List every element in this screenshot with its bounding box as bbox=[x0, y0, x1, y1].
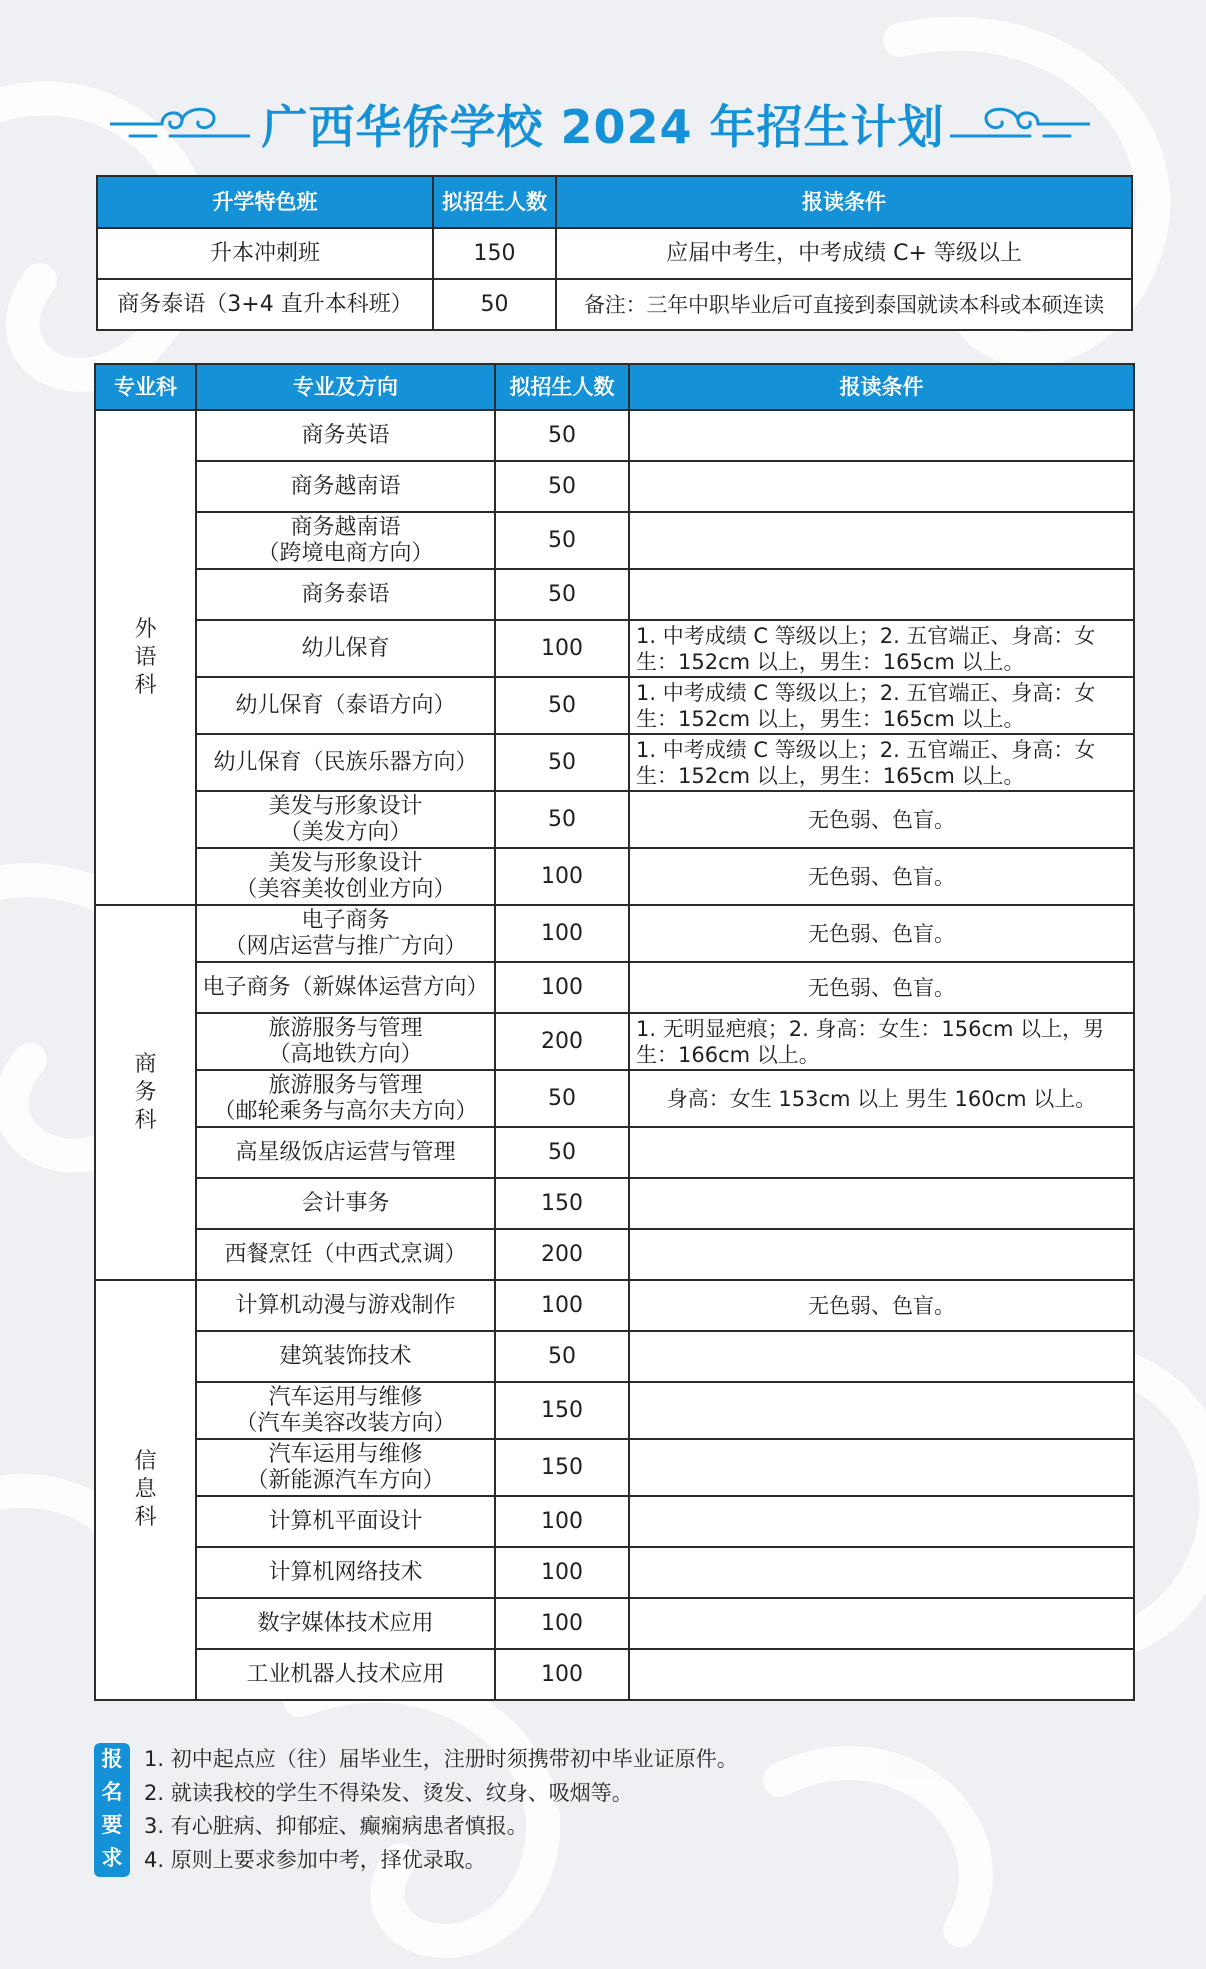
condition-cell: 1. 中考成绩 C 等级以上；2. 五官端正、身高：女生：152cm 以上，男生：165cm 以上。 bbox=[629, 677, 1134, 734]
count-cell: 50 bbox=[495, 677, 629, 734]
table-header-row bbox=[97, 176, 1132, 228]
major-cell: 计算机动漫与游戏制作 bbox=[196, 1280, 495, 1331]
condition-cell: 无色弱、色盲。 bbox=[629, 962, 1134, 1013]
major-cell: 电子商务（新媒体运营方向） bbox=[196, 962, 495, 1013]
column-header: 专业科 bbox=[95, 364, 196, 410]
major-cell: 工业机器人技术应用 bbox=[196, 1649, 495, 1700]
count-cell: 150 bbox=[495, 1382, 629, 1439]
department-label: 信息科 bbox=[134, 1449, 157, 1530]
condition-cell bbox=[629, 1331, 1134, 1382]
table-row bbox=[95, 1547, 1134, 1598]
table-row bbox=[95, 905, 1134, 962]
major-cell: 商务越南语 （跨境电商方向） bbox=[196, 512, 495, 569]
table-row bbox=[95, 1229, 1134, 1280]
major-cell: 商务越南语 bbox=[196, 461, 495, 512]
major-cell: 幼儿保育（泰语方向） bbox=[196, 677, 495, 734]
condition-cell bbox=[629, 512, 1134, 569]
table-row bbox=[95, 1649, 1134, 1700]
condition-cell bbox=[629, 1598, 1134, 1649]
table-row bbox=[95, 1070, 1134, 1127]
count-cell: 150 bbox=[495, 1439, 629, 1496]
list-item: 3. 有心脏病、抑郁症、癫痫病患者慎报。 bbox=[144, 1814, 528, 1838]
list-item: 4. 原则上要求参加中考，择优录取。 bbox=[144, 1847, 486, 1872]
major-cell: 美发与形象设计 （美容美妆创业方向） bbox=[196, 848, 495, 905]
condition-cell: 1. 无明显疤痕；2. 身高：女生：156cm 以上，男生：166cm 以上。 bbox=[629, 1013, 1134, 1070]
table-row bbox=[95, 1178, 1134, 1229]
condition-cell: 无色弱、色盲。 bbox=[629, 791, 1134, 848]
table-row bbox=[95, 1331, 1134, 1382]
table-row bbox=[95, 1382, 1134, 1439]
condition-cell bbox=[629, 1127, 1134, 1178]
column-header: 报读条件 bbox=[556, 176, 1132, 228]
condition-cell bbox=[629, 1229, 1134, 1280]
list-item: 1. 初中起点应（往）届毕业生，注册时须携带初中毕业证原件。 bbox=[144, 1747, 738, 1771]
major-cell: 幼儿保育 bbox=[196, 620, 495, 677]
table-header-row bbox=[95, 364, 1134, 410]
count-cell: 100 bbox=[495, 905, 629, 962]
table-row bbox=[95, 1013, 1134, 1070]
table-row bbox=[95, 734, 1134, 791]
count-cell: 50 bbox=[433, 279, 556, 330]
department-label: 外语科 bbox=[134, 616, 157, 698]
department-cell bbox=[95, 410, 196, 905]
major-cell: 计算机网络技术 bbox=[196, 1547, 495, 1598]
condition-cell bbox=[629, 1547, 1134, 1598]
count-cell: 100 bbox=[495, 1649, 629, 1700]
count-cell: 200 bbox=[495, 1229, 629, 1280]
count-cell: 50 bbox=[495, 734, 629, 791]
major-cell: 会计事务 bbox=[196, 1178, 495, 1229]
major-cell: 汽车运用与维修 （汽车美容改装方向） bbox=[196, 1382, 495, 1439]
condition-cell bbox=[629, 461, 1134, 512]
major-plan-body bbox=[95, 410, 1134, 1700]
column-header: 专业及方向 bbox=[196, 364, 495, 410]
condition-cell: 1. 中考成绩 C 等级以上；2. 五官端正、身高：女生：152cm 以上，男生：165cm 以上。 bbox=[629, 620, 1134, 677]
condition-cell: 无色弱、色盲。 bbox=[629, 1280, 1134, 1331]
condition-cell: 无色弱、色盲。 bbox=[629, 848, 1134, 905]
condition-cell: 备注：三年中职毕业后可直接到泰国就读本科或本硕连读 bbox=[556, 279, 1132, 330]
column-header: 拟招生人数 bbox=[433, 176, 556, 228]
condition-cell bbox=[629, 410, 1134, 461]
count-cell: 50 bbox=[495, 512, 629, 569]
table-row bbox=[95, 1598, 1134, 1649]
list-item: 2. 就读我校的学生不得染发、烫发、纹身、吸烟等。 bbox=[144, 1780, 633, 1805]
major-cell: 商务英语 bbox=[196, 410, 495, 461]
major-cell: 西餐烹饪（中西式烹调） bbox=[196, 1229, 495, 1280]
count-cell: 100 bbox=[495, 1280, 629, 1331]
table-row bbox=[97, 279, 1132, 330]
department-label: 商务科 bbox=[134, 1051, 157, 1133]
table-row bbox=[95, 1439, 1134, 1496]
column-header: 升学特色班 bbox=[97, 176, 433, 228]
major-plan-table bbox=[94, 363, 1135, 1701]
major-cell: 电子商务 （网店运营与推广方向） bbox=[196, 905, 495, 962]
table-row bbox=[95, 569, 1134, 620]
major-cell: 商务泰语 bbox=[196, 569, 495, 620]
condition-cell bbox=[629, 1382, 1134, 1439]
table-row bbox=[97, 228, 1132, 279]
count-cell: 100 bbox=[495, 1598, 629, 1649]
table-row bbox=[95, 791, 1134, 848]
condition-cell: 身高：女生 153cm 以上 男生 160cm 以上。 bbox=[629, 1070, 1134, 1127]
count-cell: 50 bbox=[495, 791, 629, 848]
class-name-cell: 商务泰语（3+4 直升本科班） bbox=[97, 279, 433, 330]
table-row bbox=[95, 848, 1134, 905]
count-cell: 100 bbox=[495, 962, 629, 1013]
table-row bbox=[95, 620, 1134, 677]
column-header: 报读条件 bbox=[629, 364, 1134, 410]
table-row bbox=[95, 410, 1134, 461]
count-cell: 200 bbox=[495, 1013, 629, 1070]
count-cell: 100 bbox=[495, 620, 629, 677]
major-cell: 建筑装饰技术 bbox=[196, 1331, 495, 1382]
column-header: 拟招生人数 bbox=[495, 364, 629, 410]
condition-cell bbox=[629, 1496, 1134, 1547]
department-cell bbox=[95, 905, 196, 1280]
count-cell: 50 bbox=[495, 1127, 629, 1178]
condition-cell bbox=[629, 1439, 1134, 1496]
count-cell: 100 bbox=[495, 1547, 629, 1598]
requirements-label: 报名要求 bbox=[94, 1743, 130, 1877]
department-cell bbox=[95, 1280, 196, 1700]
count-cell: 150 bbox=[433, 228, 556, 279]
class-name-cell: 升本冲刺班 bbox=[97, 228, 433, 279]
table-row bbox=[95, 1127, 1134, 1178]
major-cell: 计算机平面设计 bbox=[196, 1496, 495, 1547]
table-row bbox=[95, 677, 1134, 734]
major-cell: 幼儿保育（民族乐器方向） bbox=[196, 734, 495, 791]
major-cell: 旅游服务与管理 （邮轮乘务与高尔夫方向） bbox=[196, 1070, 495, 1127]
condition-cell bbox=[629, 1649, 1134, 1700]
condition-cell: 1. 中考成绩 C 等级以上；2. 五官端正、身高：女生：152cm 以上，男生：165cm 以上。 bbox=[629, 734, 1134, 791]
count-cell: 150 bbox=[495, 1178, 629, 1229]
page-title: 广西华侨学校 2024 年招生计划 bbox=[261, 100, 945, 154]
table-row bbox=[95, 962, 1134, 1013]
special-class-table bbox=[96, 175, 1133, 331]
major-cell: 数字媒体技术应用 bbox=[196, 1598, 495, 1649]
table-row bbox=[95, 1496, 1134, 1547]
major-cell: 汽车运用与维修 （新能源汽车方向） bbox=[196, 1439, 495, 1496]
requirements-list bbox=[144, 1743, 1044, 1877]
count-cell: 100 bbox=[495, 1496, 629, 1547]
count-cell: 50 bbox=[495, 1331, 629, 1382]
condition-cell: 应届中考生，中考成绩 C+ 等级以上 bbox=[556, 228, 1132, 279]
count-cell: 50 bbox=[495, 1070, 629, 1127]
table-row bbox=[95, 1280, 1134, 1331]
count-cell: 50 bbox=[495, 569, 629, 620]
title-row bbox=[0, 92, 1206, 162]
major-cell: 高星级饭店运营与管理 bbox=[196, 1127, 495, 1178]
condition-cell: 无色弱、色盲。 bbox=[629, 905, 1134, 962]
cloud-ornament-right-icon bbox=[950, 100, 1090, 150]
table-row bbox=[95, 461, 1134, 512]
table-row bbox=[95, 512, 1134, 569]
major-cell: 美发与形象设计 （美发方向） bbox=[196, 791, 495, 848]
count-cell: 100 bbox=[495, 848, 629, 905]
condition-cell bbox=[629, 1178, 1134, 1229]
count-cell: 50 bbox=[495, 461, 629, 512]
count-cell: 50 bbox=[495, 410, 629, 461]
major-cell: 旅游服务与管理 （高地铁方向） bbox=[196, 1013, 495, 1070]
condition-cell bbox=[629, 569, 1134, 620]
